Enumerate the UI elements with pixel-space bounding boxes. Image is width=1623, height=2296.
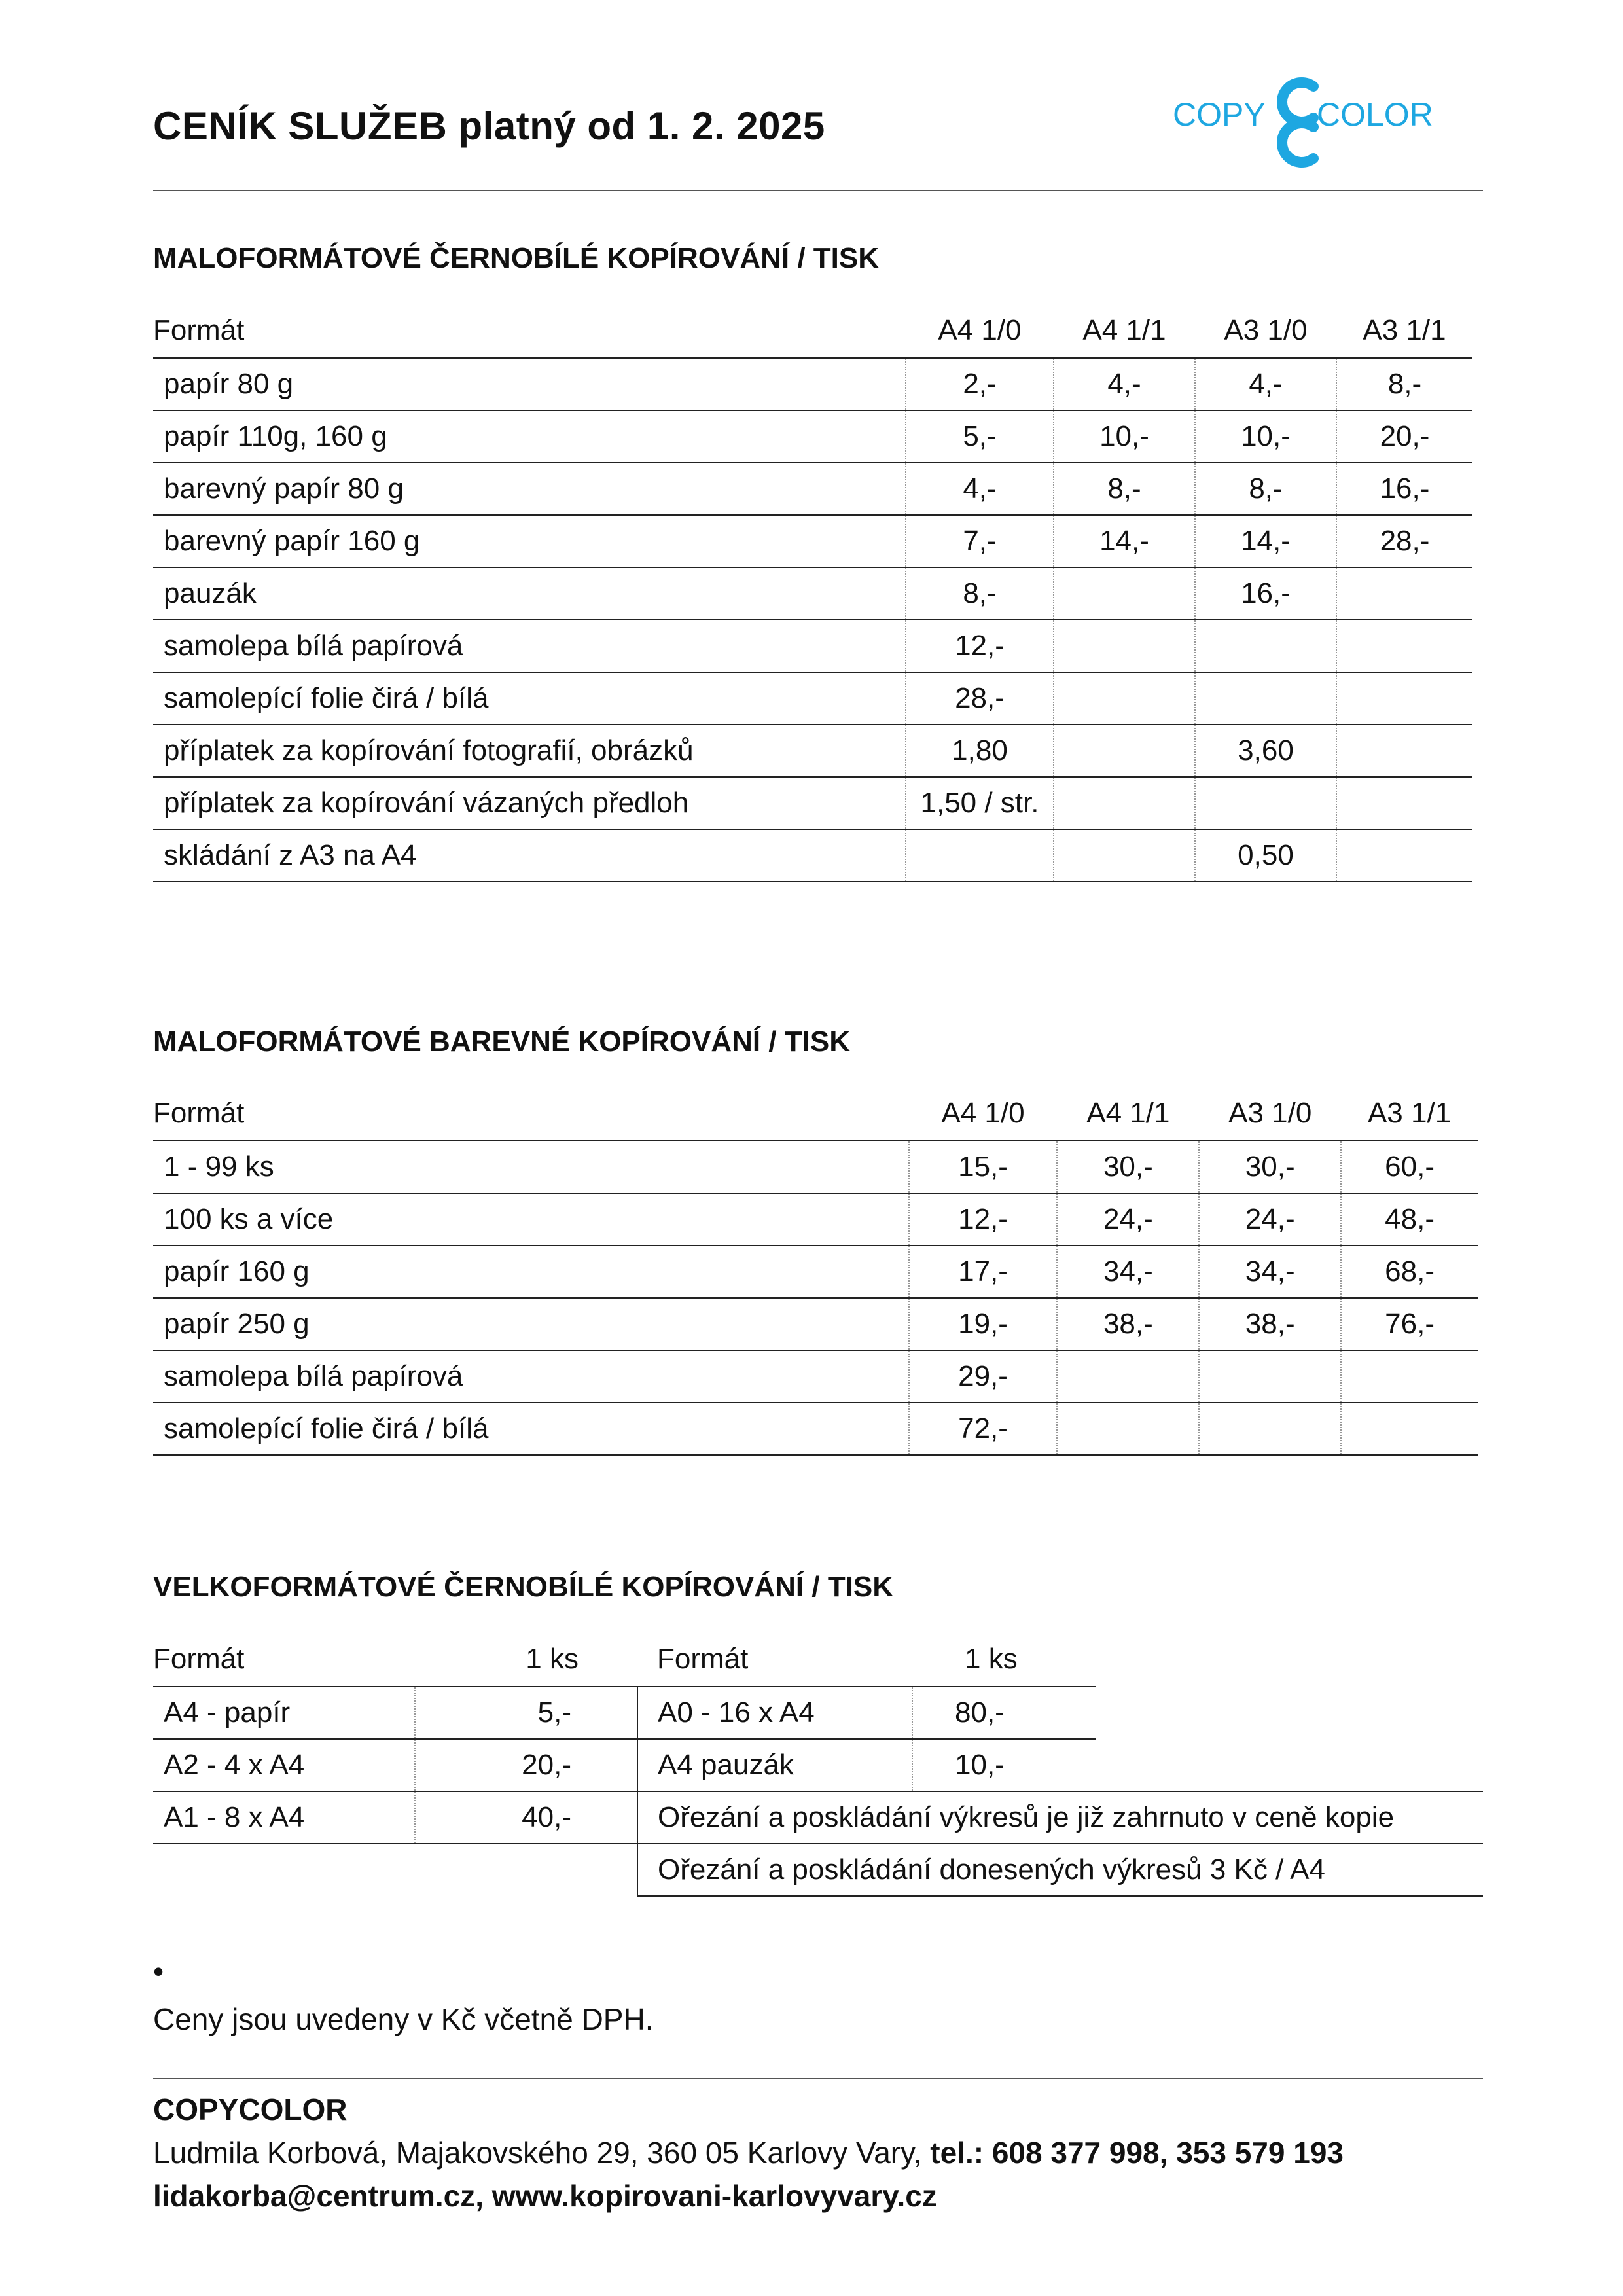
row-label: 100 ks a více	[153, 1193, 909, 1246]
row-label: 1 - 99 ks	[153, 1141, 909, 1193]
price-cell	[1054, 672, 1195, 725]
row-label: samolepa bílá papírová	[153, 1350, 909, 1403]
table-row	[153, 1193, 1478, 1246]
footer-company: COPYCOLOR	[153, 2092, 348, 2126]
price-cell	[1336, 567, 1472, 620]
price-cell	[1195, 620, 1336, 672]
price-cell: 38,-	[1057, 1298, 1199, 1350]
row-label: papír 80 g	[153, 358, 906, 410]
price-cell: 8,-	[906, 567, 1054, 620]
table-header-row	[153, 1632, 1483, 1687]
price-cell: 2,-	[906, 358, 1054, 410]
footer	[153, 2088, 1344, 2217]
cell: A4 - papír	[153, 1687, 415, 1739]
price-cell	[1341, 1350, 1478, 1403]
price-cell: 19,-	[909, 1298, 1058, 1350]
price-cell: 4,-	[906, 463, 1054, 515]
cell: A2 - 4 x A4	[153, 1739, 415, 1791]
table-row	[153, 1350, 1478, 1403]
footer-contact: lidakorba@centrum.cz, www.kopirovani-karlovyvary.cz	[153, 2179, 937, 2213]
price-cell	[1336, 672, 1472, 725]
price-cell: 4,-	[1054, 358, 1195, 410]
table-row	[153, 463, 1472, 515]
table-row	[153, 1844, 1483, 1896]
price-cell: 5,-	[906, 410, 1054, 463]
column-header: A4 1/0	[909, 1086, 1058, 1141]
price-cell: 30,-	[1057, 1141, 1199, 1193]
price-cell: 10,-	[1054, 410, 1195, 463]
table-row	[153, 1791, 1483, 1844]
price-cell	[1336, 620, 1472, 672]
row-label: příplatek za kopírování fotografií, obrázků	[153, 725, 906, 777]
footer-phone: tel.: 608 377 998, 353 579 193	[930, 2136, 1344, 2170]
price-cell: 1,50 / str.	[906, 777, 1054, 829]
price-cell	[1057, 1350, 1199, 1403]
price-table-color	[153, 1086, 1478, 1456]
table-row	[153, 1298, 1478, 1350]
table-row	[153, 1246, 1478, 1298]
table-header-row	[153, 304, 1472, 358]
table-row	[153, 1403, 1478, 1455]
price-cell: 28,-	[906, 672, 1054, 725]
price-cell: 60,-	[1341, 1141, 1478, 1193]
price-cell	[1057, 1403, 1199, 1455]
price-cell	[1054, 829, 1195, 882]
price-cell: 68,-	[1341, 1246, 1478, 1298]
table-row	[153, 567, 1472, 620]
price-cell: 38,-	[1199, 1298, 1341, 1350]
cell: 80,-	[912, 1687, 1096, 1739]
column-header: A3 1/0	[1199, 1086, 1341, 1141]
cell: A1 - 8 x A4	[153, 1791, 415, 1844]
section-heading-bw: MALOFORMÁTOVÉ ČERNOBÍLÉ KOPÍROVÁNÍ / TISK	[153, 242, 880, 274]
row-label: samolepící folie čirá / bílá	[153, 672, 906, 725]
column-header: A3 1/1	[1341, 1086, 1478, 1141]
price-cell: 12,-	[906, 620, 1054, 672]
row-label: barevný papír 80 g	[153, 463, 906, 515]
price-cell: 12,-	[909, 1193, 1058, 1246]
price-cell	[1336, 725, 1472, 777]
price-cell: 34,-	[1199, 1246, 1341, 1298]
column-header: A3 1/0	[1195, 304, 1336, 358]
row-label: samolepící folie čirá / bílá	[153, 1403, 909, 1455]
row-label: pauzák	[153, 567, 906, 620]
table-row	[153, 725, 1472, 777]
section-heading-color: MALOFORMÁTOVÉ BAREVNÉ KOPÍROVÁNÍ / TISK	[153, 1026, 851, 1058]
price-cell	[906, 829, 1054, 882]
price-cell	[1054, 725, 1195, 777]
price-cell: 16,-	[1195, 567, 1336, 620]
price-cell	[1199, 1350, 1341, 1403]
cell: 5,-	[415, 1687, 637, 1739]
price-cell: 14,-	[1195, 515, 1336, 567]
cell: A4 pauzák	[637, 1739, 912, 1791]
logo-c-top-shape	[1282, 82, 1313, 122]
col-qty-right: 1 ks	[912, 1632, 1096, 1687]
price-cell: 30,-	[1199, 1141, 1341, 1193]
price-cell	[1336, 829, 1472, 882]
row-label: papír 250 g	[153, 1298, 909, 1350]
price-cell: 8,-	[1336, 358, 1472, 410]
table-row	[153, 1141, 1478, 1193]
table-row	[153, 410, 1472, 463]
row-label: papír 160 g	[153, 1246, 909, 1298]
price-cell: 7,-	[906, 515, 1054, 567]
table-row	[153, 358, 1472, 410]
column-header: Formát	[153, 1086, 909, 1141]
row-label: papír 110g, 160 g	[153, 410, 906, 463]
table-header-row	[153, 1086, 1478, 1141]
price-cell	[1195, 672, 1336, 725]
table-row	[153, 829, 1472, 882]
header-divider	[153, 190, 1483, 191]
page-title: CENÍK SLUŽEB platný od 1. 2. 2025	[153, 104, 825, 148]
row-label: barevný papír 160 g	[153, 515, 906, 567]
cell: 40,-	[415, 1791, 637, 1844]
price-cell	[1054, 620, 1195, 672]
price-cell: 24,-	[1057, 1193, 1199, 1246]
cell: 10,-	[912, 1739, 1096, 1791]
note-included: Ořezání a poskládání výkresů je již zahrnuto v ceně kopie	[637, 1791, 1483, 1844]
row-label: samolepa bílá papírová	[153, 620, 906, 672]
table-row	[153, 1739, 1483, 1791]
price-cell: 24,-	[1199, 1193, 1341, 1246]
table-row	[153, 672, 1472, 725]
row-label: skládání z A3 na A4	[153, 829, 906, 882]
price-cell: 8,-	[1054, 463, 1195, 515]
bullet: •	[153, 1954, 164, 1988]
table-row	[153, 515, 1472, 567]
logo-text-copy: COPY	[1173, 96, 1266, 133]
price-cell: 34,-	[1057, 1246, 1199, 1298]
price-table-bw	[153, 304, 1472, 882]
price-cell: 20,-	[1336, 410, 1472, 463]
col-format-right: Formát	[637, 1632, 912, 1687]
cell: 20,-	[415, 1739, 637, 1791]
price-cell	[1341, 1403, 1478, 1455]
price-cell	[1195, 777, 1336, 829]
price-cell: 28,-	[1336, 515, 1472, 567]
section-heading-largeformat: VELKOFORMÁTOVÉ ČERNOBÍLÉ KOPÍROVÁNÍ / TISK	[153, 1571, 894, 1603]
footer-address: Ludmila Korbová, Majakovského 29, 360 05 Karlovy Vary,	[153, 2136, 931, 2170]
price-cell: 1,80	[906, 725, 1054, 777]
price-cell: 8,-	[1195, 463, 1336, 515]
price-cell: 29,-	[909, 1350, 1058, 1403]
footer-address-line	[153, 2131, 1344, 2174]
column-header: A4 1/1	[1057, 1086, 1199, 1141]
price-cell: 72,-	[909, 1403, 1058, 1455]
col-format-left: Formát	[153, 1632, 415, 1687]
price-cell: 17,-	[909, 1246, 1058, 1298]
table-row	[153, 1687, 1483, 1739]
price-cell: 0,50	[1195, 829, 1336, 882]
logo-text-color: COLOR	[1317, 96, 1433, 133]
price-table-largeformat	[153, 1632, 1483, 1897]
price-cell: 10,-	[1195, 410, 1336, 463]
price-cell: 48,-	[1341, 1193, 1478, 1246]
price-cell: 3,60	[1195, 725, 1336, 777]
table-row	[153, 620, 1472, 672]
price-cell	[1054, 777, 1195, 829]
vat-note: Ceny jsou uvedeny v Kč včetně DPH.	[153, 2002, 654, 2036]
price-cell	[1199, 1403, 1341, 1455]
price-cell	[1054, 567, 1195, 620]
note-brought-drawings: Ořezání a poskládání donesených výkresů 3 Kč / A4	[637, 1844, 1483, 1896]
column-header: Formát	[153, 304, 906, 358]
footer-divider	[153, 2078, 1483, 2079]
row-label: příplatek za kopírování vázaných předloh	[153, 777, 906, 829]
column-header: A3 1/1	[1336, 304, 1472, 358]
price-cell: 14,-	[1054, 515, 1195, 567]
cell: A0 - 16 x A4	[637, 1687, 912, 1739]
price-cell: 76,-	[1341, 1298, 1478, 1350]
price-cell: 16,-	[1336, 463, 1472, 515]
column-header: A4 1/1	[1054, 304, 1195, 358]
col-qty-left: 1 ks	[415, 1632, 637, 1687]
column-header: A4 1/0	[906, 304, 1054, 358]
price-cell: 15,-	[909, 1141, 1058, 1193]
table-row	[153, 777, 1472, 829]
logo-c-bottom-shape	[1282, 123, 1313, 162]
price-cell: 4,-	[1195, 358, 1336, 410]
copycolor-logo	[1173, 72, 1441, 170]
price-cell	[1336, 777, 1472, 829]
